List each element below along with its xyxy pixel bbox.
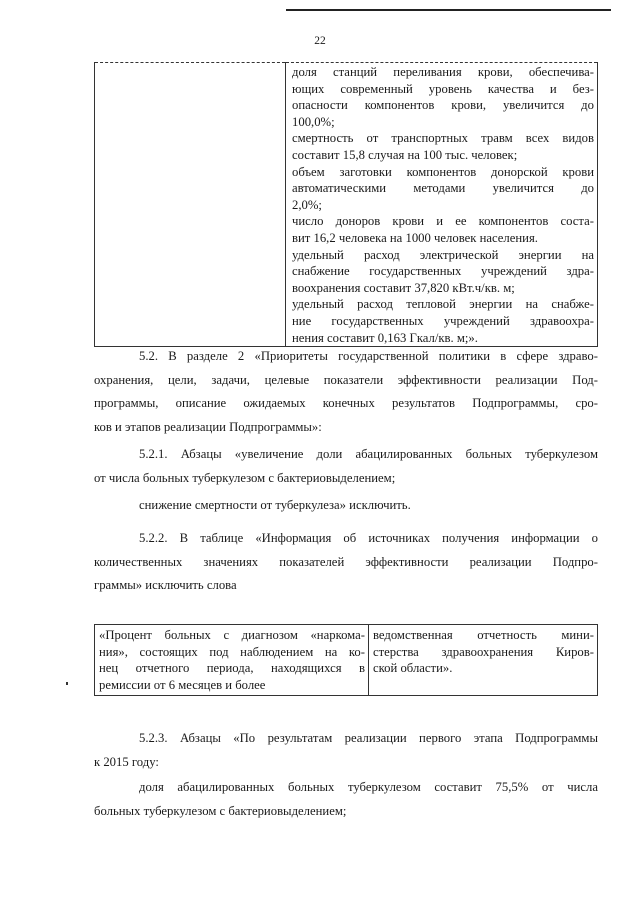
paragraph-5-2-3 xyxy=(94,727,598,774)
paragraph-5-2 xyxy=(94,345,598,439)
table-line: воохранения составит 37,820 кВт.ч/кв. м; xyxy=(292,280,515,295)
paragraph-line: снижение смертности от туберкулеза» исключить. xyxy=(139,498,411,512)
ref-line: ремиссии от 6 месяцев и более xyxy=(99,677,266,692)
table-line: 2,0%; xyxy=(292,197,322,212)
paragraph-line: ков и этапов реализации Подпрограммы»: xyxy=(94,419,322,434)
table-line: ющих современный уровень качества и без- xyxy=(292,81,594,96)
ref-table-col2 xyxy=(369,625,598,696)
table-line: снабжение государственных учреждений здра- xyxy=(292,264,594,279)
table-line: ние государственных учреждений здравоохра- xyxy=(292,313,594,328)
table-line: нения составит 0,163 Гкал/кв. м;». xyxy=(292,330,478,345)
scan-mark xyxy=(66,682,68,685)
paragraph-line: граммы» исключить слова xyxy=(94,578,237,593)
paragraph-line: программы, описание ожидаемых конечных результатов Подпрограммы, сро- xyxy=(94,396,598,411)
top-table-left-cell xyxy=(95,63,286,347)
paragraph-5-2-2 xyxy=(94,527,598,598)
paragraph-5-2-1 xyxy=(94,443,598,490)
paragraph-line: 5.2.3. Абзацы «По результатам реализации первого этапа Подпрограммы xyxy=(139,731,598,745)
table-line: автоматическими методами увеличится до xyxy=(292,181,594,196)
table-line: удельный расход тепловой энергии на снабже- xyxy=(292,297,594,312)
table-line: 100,0%; xyxy=(292,114,335,129)
paragraph-line: больных туберкулезом с бактериовыделением; xyxy=(94,803,347,818)
paragraph-tb-share xyxy=(94,776,598,823)
ref-line: стерства здравоохранения Киров- xyxy=(373,644,594,659)
table-line: смертность от транспортных травм всех видов xyxy=(292,131,594,146)
paragraph-line: 5.2.1. Абзацы «увеличение доли абацилированных больных туберкулезом xyxy=(139,447,598,461)
table-line: вит 16,2 человека на 1000 человек населения. xyxy=(292,230,538,245)
paragraph-line: от числа больных туберкулезом с бактериовыделением; xyxy=(94,470,396,485)
table-line: доля станций переливания крови, обеспечива- xyxy=(292,65,594,79)
ref-table xyxy=(94,624,598,696)
page-number: 22 xyxy=(314,35,326,47)
table-line: опасности компонентов крови, увеличится до xyxy=(292,98,594,113)
paragraph-line: к 2015 году: xyxy=(94,754,159,769)
ref-line: «Процент больных с диагнозом «наркома- xyxy=(99,628,365,642)
paragraph-line: доля абацилированных больных туберкулезом составит 75,5% от числа xyxy=(139,780,598,794)
paragraph-exclude xyxy=(94,494,598,518)
table-line: удельный расход электрической энергии на xyxy=(292,247,594,262)
ref-line: нец отчетного периода, находящихся в xyxy=(99,661,365,675)
paragraph-line: количественных значениях показателей эффективности реализации Подпро- xyxy=(94,554,598,569)
paragraph-line: 5.2. В разделе 2 «Приоритеты государственной политики в сфере здраво- xyxy=(139,349,598,363)
paragraph-line: 5.2.2. В таблице «Информация об источниках получения информации о xyxy=(139,531,598,545)
top-table xyxy=(94,62,598,347)
ref-line: ния», состоящих под наблюдением на ко- xyxy=(99,644,365,659)
ref-table-col1 xyxy=(95,625,369,696)
top-table-right-cell xyxy=(286,63,598,347)
header-rule xyxy=(286,9,611,11)
table-line: составит 15,8 случая на 100 тыс. человек; xyxy=(292,147,518,162)
table-line: число доноров крови и ее компонентов соста- xyxy=(292,214,594,229)
ref-line: ской области». xyxy=(373,661,453,675)
ref-line: ведомственная отчетность мини- xyxy=(373,628,594,642)
paragraph-line: охранения, цели, задачи, целевые показатели эффективности реализации Под- xyxy=(94,372,598,387)
table-line: объем заготовки компонентов донорской крови xyxy=(292,164,594,179)
